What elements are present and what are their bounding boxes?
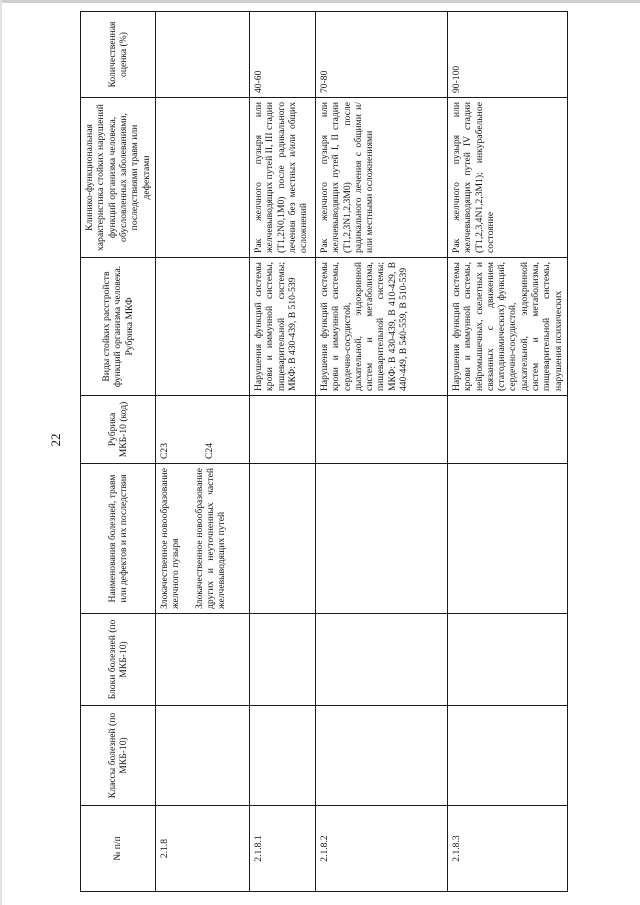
row-block (155, 614, 249, 706)
header-cell-function-types: Виды стойких расстройств функций организма человека. Рубрика МКФ (81, 258, 156, 396)
row-block (249, 614, 315, 706)
disease-name-2: Злокачественное новообразование других и неуточненных частей желчевыводящих путей (193, 468, 228, 609)
row-icd-codes (315, 396, 447, 464)
table-row (249, 12, 315, 892)
row-disease-names (315, 464, 447, 614)
row-clinical: Рак желчного пузыря или желчевыводящих путей II, III стадии (T1,2N0,1M0) после радикального лечения без местных и/или общих осложнений (249, 98, 315, 258)
row-number: 2.1.8.3 (447, 806, 567, 892)
row-percent: 40-60 (249, 12, 315, 98)
header-cell-disease-blocks: Блоки болезней (по МКБ-10) (81, 614, 156, 706)
row-number: 2.1.8.2 (315, 806, 447, 892)
table-row (447, 12, 567, 892)
header-cell-disease-names: Наименования болезней, травм или дефектов и их последствия (81, 464, 156, 614)
row-clinical: Рак желчного пузыря или желчевыводящих путей IV стадии (T1,2,3,4N1,2,3M1); инкурабельное состояние (447, 98, 567, 258)
row-percent (155, 12, 249, 98)
table-row (155, 12, 249, 892)
row-disease-names (155, 464, 249, 614)
row-function-types: Нарушения функций системы крови и иммунной системы, пищеварительной системы; МКФ: B 430-439, B 510-539 (249, 258, 315, 396)
row-number: 2.1.8 (155, 806, 249, 892)
table-header-row (81, 12, 156, 892)
row-disease-names (249, 464, 315, 614)
header-cell-number: № п/п (81, 806, 156, 892)
row-class (155, 706, 249, 806)
page-number: 22 (48, 433, 63, 447)
row-percent: 70-80 (315, 12, 447, 98)
header-cell-clinical-characteristics: Клинико-функциональная характеристика стойких нарушений функций организма человека, обусловленных заболеваниями, последствиями травм или дефектами (81, 98, 156, 258)
row-class (315, 706, 447, 806)
icd-code-2: C24 (204, 443, 216, 459)
row-number: 2.1.8.1 (249, 806, 315, 892)
row-clinical: Рак желчного пузыря или желчевыводящих путей I, II стадии (T1,2,3N1,2,3M0) после радикального лечения с общими и/или местными осложнениями (315, 98, 447, 258)
row-function-types (155, 258, 249, 396)
header-cell-percent-assessment: Количественная оценка (%) (81, 12, 156, 98)
icd-code-1: C23 (158, 443, 170, 459)
row-class (447, 706, 567, 806)
row-block (447, 614, 567, 706)
row-clinical (155, 98, 249, 258)
row-disease-names (447, 464, 567, 614)
row-block (315, 614, 447, 706)
scan-edge-left (0, 0, 2, 905)
header-cell-disease-classes: Классы болезней (по МКБ-10) (81, 706, 156, 806)
row-function-types: Нарушения функций системы крови и иммунной системы, нейромышечных, скелетных и связанных с движением (статодинамических) функций, сердечно-сосудистой, дыхательной, эндокринной систем и метаболизма, пищеварительной системы, нарушения психических (447, 258, 567, 396)
rotated-table-container (80, 12, 564, 892)
row-percent: 90-100 (447, 12, 567, 98)
row-icd-codes (249, 396, 315, 464)
row-class (249, 706, 315, 806)
header-cell-icd-code: Рубрика МКБ-10 (код) (81, 396, 156, 464)
scan-edge-top (0, 0, 640, 3)
row-function-types: Нарушения функций системы крови и иммунной системы, сердечно-сосудистой, дыхательной, эндокринной систем и метаболизма, пищеварительной системы; МКФ: B 430-439, B 410-429, B 440-449, B 540-559, B 510-539 (315, 258, 447, 396)
row-icd-codes (155, 396, 249, 464)
row-icd-codes (447, 396, 567, 464)
disability-criteria-table (80, 11, 568, 892)
disease-name-1: Злокачественное новообразование желчного пузыря (158, 468, 182, 609)
table-row (315, 12, 447, 892)
